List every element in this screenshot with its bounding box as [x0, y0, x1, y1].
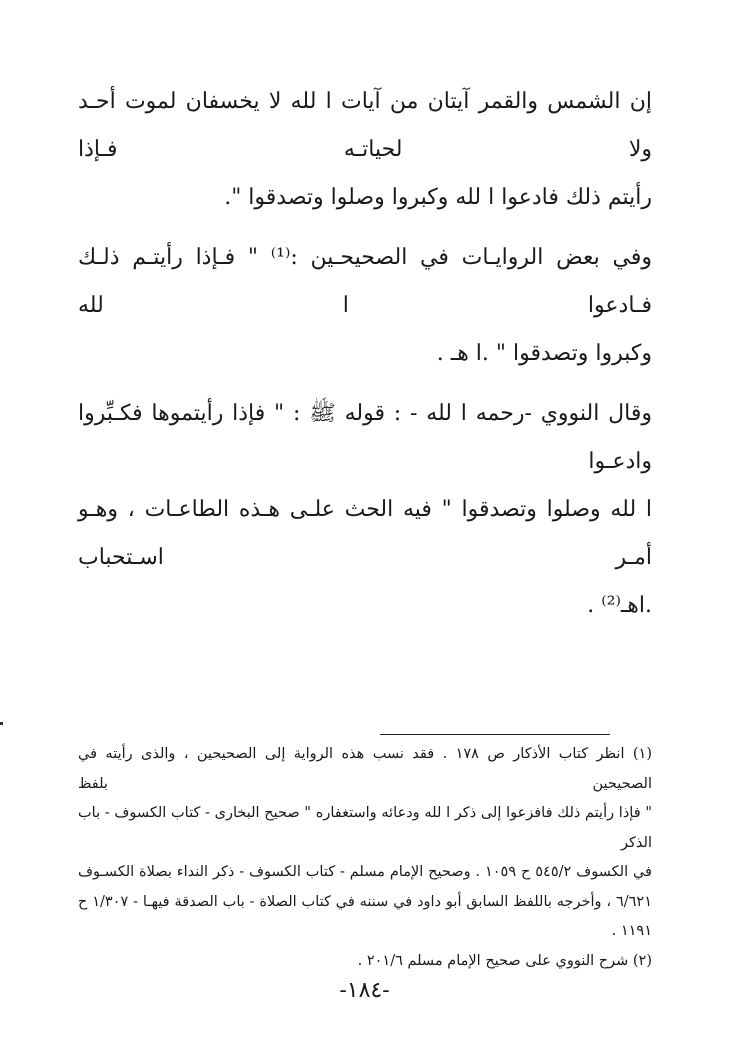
text-line: .اهـ⁽²⁾ .	[587, 593, 652, 618]
text-line: ا لله وصلوا وتصدقوا " فيه الحث علـى هـذه الطاعـات ، وهـو أمـر اسـتحباب	[78, 497, 652, 570]
main-text	[78, 78, 652, 642]
footnote-line: (٢) شرح النووي على صحيح الإمام مسلم ٢٠١/٦ .	[357, 952, 652, 969]
footnote-2	[78, 947, 652, 977]
margin-mark	[0, 722, 3, 725]
paragraph-sahihain	[78, 234, 652, 378]
text-line: رأيتم ذلك فادعوا ا لله وكبروا وصلوا وتصدقوا ".	[224, 185, 652, 210]
footnotes	[78, 740, 652, 976]
paragraph-hadith	[78, 78, 652, 222]
footnote-line: (١) انظر كتاب الأذكار ص ١٧٨ . فقد نسب هذه الرواية إلى الصحيحين ، والذى رأيته في الصحيحين بلفظ	[78, 746, 652, 792]
footnote-divider	[380, 734, 610, 735]
text-line: وكبروا وتصدقوا " .ا هـ .	[436, 341, 652, 366]
footnote-line: ٦/٦٢١ ، وأخرجه باللفظ السابق أبو داود في سننه في كتاب الصلاة - باب الصدقة فيهـا - ١/٣٠٧ ح	[78, 893, 652, 910]
footnote-1	[78, 740, 652, 947]
footnote-line: " فإذا رأيتم ذلك فافزعوا إلى ذكر ا لله ودعائه واستغفاره " صحيح البخارى - كتاب الكسوف - باب الذكر	[78, 805, 652, 851]
page-number: -١٨٤-	[339, 978, 390, 1003]
text-line: وقال النووي -رحمه ا لله - : قوله ﷺ : " فإذا رأيتموها فكـبِّروا وادعـوا	[78, 401, 652, 474]
text-line: إن الشمس والقمر آيتان من آيات ا لله لا يخسفان لموت أحـد ولا لحياتـه فـإذا	[78, 89, 652, 162]
paragraph-nawawi	[78, 390, 652, 630]
text-line: وفي بعض الروايـات في الصحيحـين :⁽¹⁾ " فـإذا رأيتـم ذلـك فـادعوا ا لله	[78, 245, 652, 318]
footnote-line: في الكسوف ٥٤٥/٢ ح ١٠٥٩ . وصحيح الإمام مسلم - كتاب الكسوف - ذكر النداء بصلاة الكسـوف	[78, 864, 652, 880]
footnote-line: ١١٩١ .	[611, 923, 652, 939]
